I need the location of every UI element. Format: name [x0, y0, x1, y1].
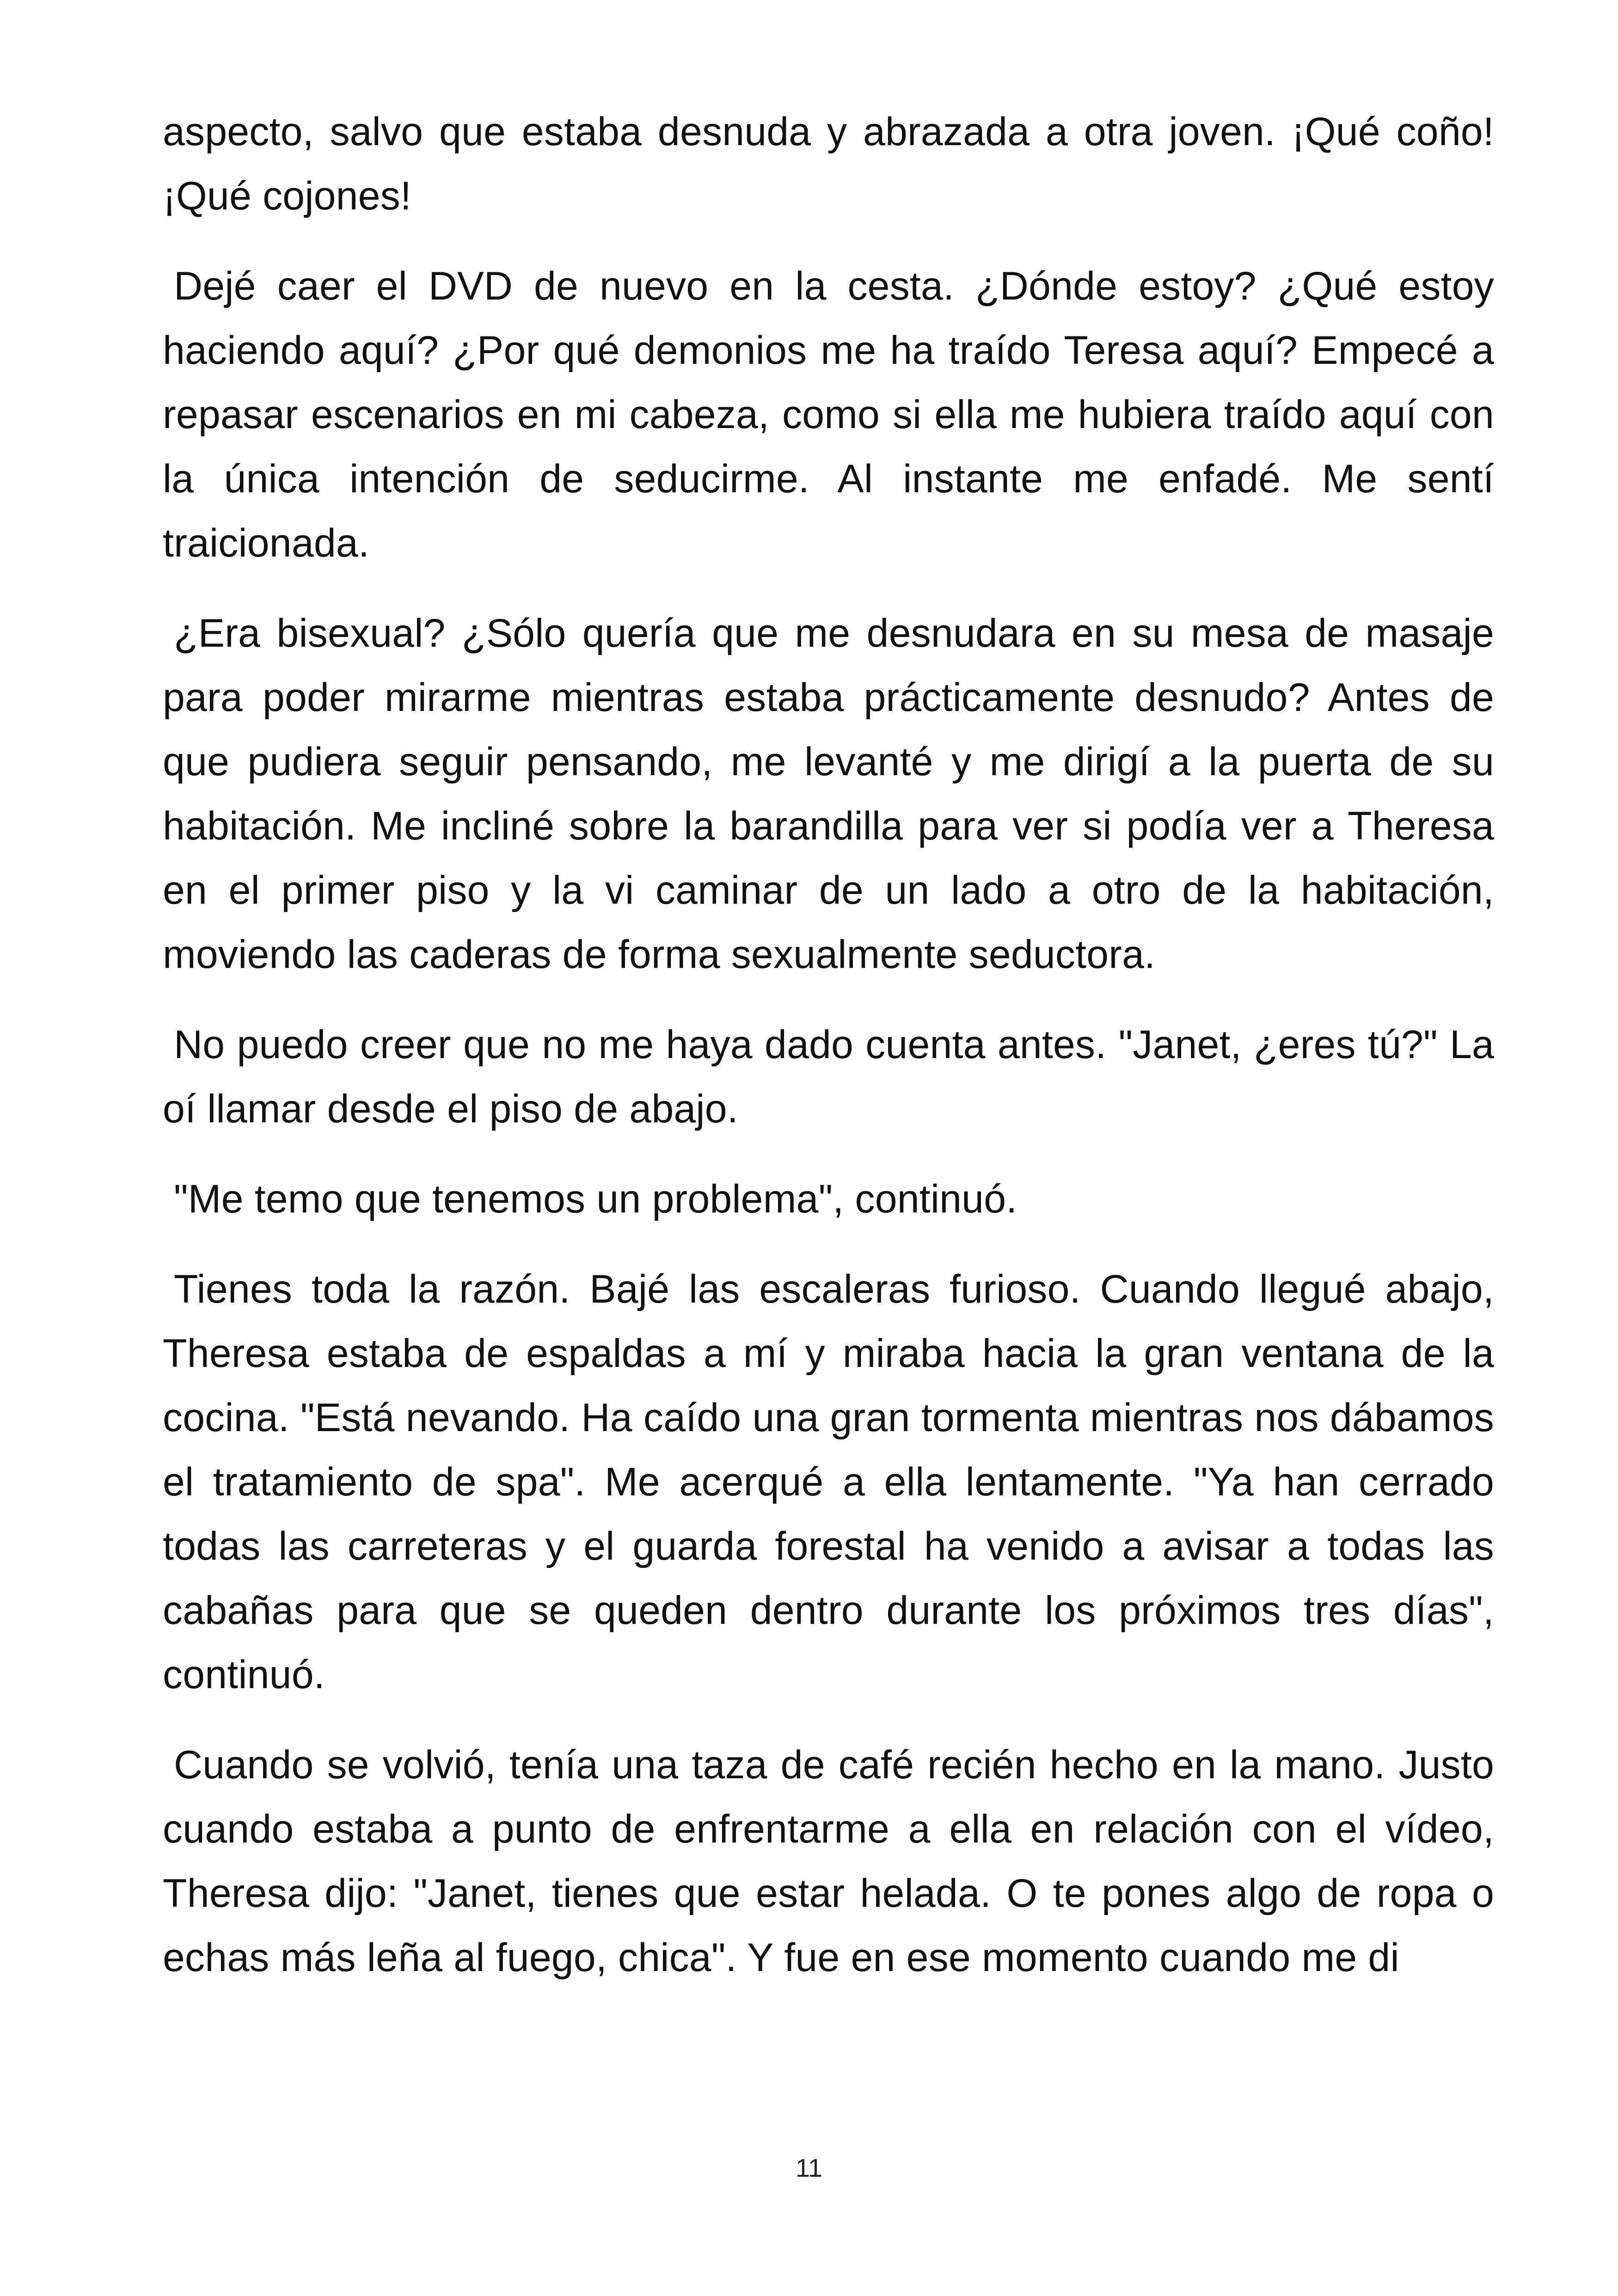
body-text: [163, 100, 1494, 2016]
paragraph-1: aspecto, salvo que estaba desnuda y abrazada a otra joven. ¡Qué coño! ¡Qué cojones!: [163, 110, 1494, 218]
paragraph-6: Tienes toda la razón. Bajé las escaleras furioso. Cuando llegué abajo, Theresa estaba de espaldas a mí y miraba hacia la gran ventana de la cocina. "Está nevando. Ha caído una gran tormenta mientras nos dábamos el tratamiento de spa". Me acerqué a ella lentamente. "Ya han cerrado todas las carreteras y el guarda forestal ha venido a avisar a todas las cabañas para que se queden dentro durante los próximos tres días", continuó.: [163, 1267, 1494, 1697]
paragraph-2: Dejé caer el DVD de nuevo en la cesta. ¿Dónde estoy? ¿Qué estoy haciendo aquí? ¿Por qué demonios me ha traído Teresa aquí? Empecé a repasar escenarios en mi cabeza, como si ella me hubiera traído aquí con la única intención de seducirme. Al instante me enfadé. Me sentí traicionada.: [163, 264, 1494, 565]
page-number: 11: [795, 2153, 823, 2182]
paragraph-5: "Me temo que tenemos un problema", continuó.: [174, 1177, 1017, 1221]
paragraph-3: ¿Era bisexual? ¿Sólo quería que me desnudara en su mesa de masaje para poder mirarme mientras estaba prácticamente desnudo? Antes de que pudiera seguir pensando, me levanté y me dirigí a la puerta de su habitación. Me incliné sobre la barandilla para ver si podía ver a Theresa en el primer piso y la vi caminar de un lado a otro de la habitación, moviendo las caderas de forma sexualmente seductora.: [163, 611, 1494, 977]
paragraph-7: Cuando se volvió, tenía una taza de café recién hecho en la mano. Justo cuando estaba a punto de enfrentarme a ella en relación con el vídeo, Theresa dijo: "Janet, tienes que estar helada. O te pones algo de ropa o echas más leña al fuego, chica". Y fue en ese momento cuando me di: [163, 1743, 1494, 1980]
paragraph-4: No puedo creer que no me haya dado cuenta antes. "Janet, ¿eres tú?" La oí llamar desde el piso de abajo.: [163, 1022, 1494, 1131]
